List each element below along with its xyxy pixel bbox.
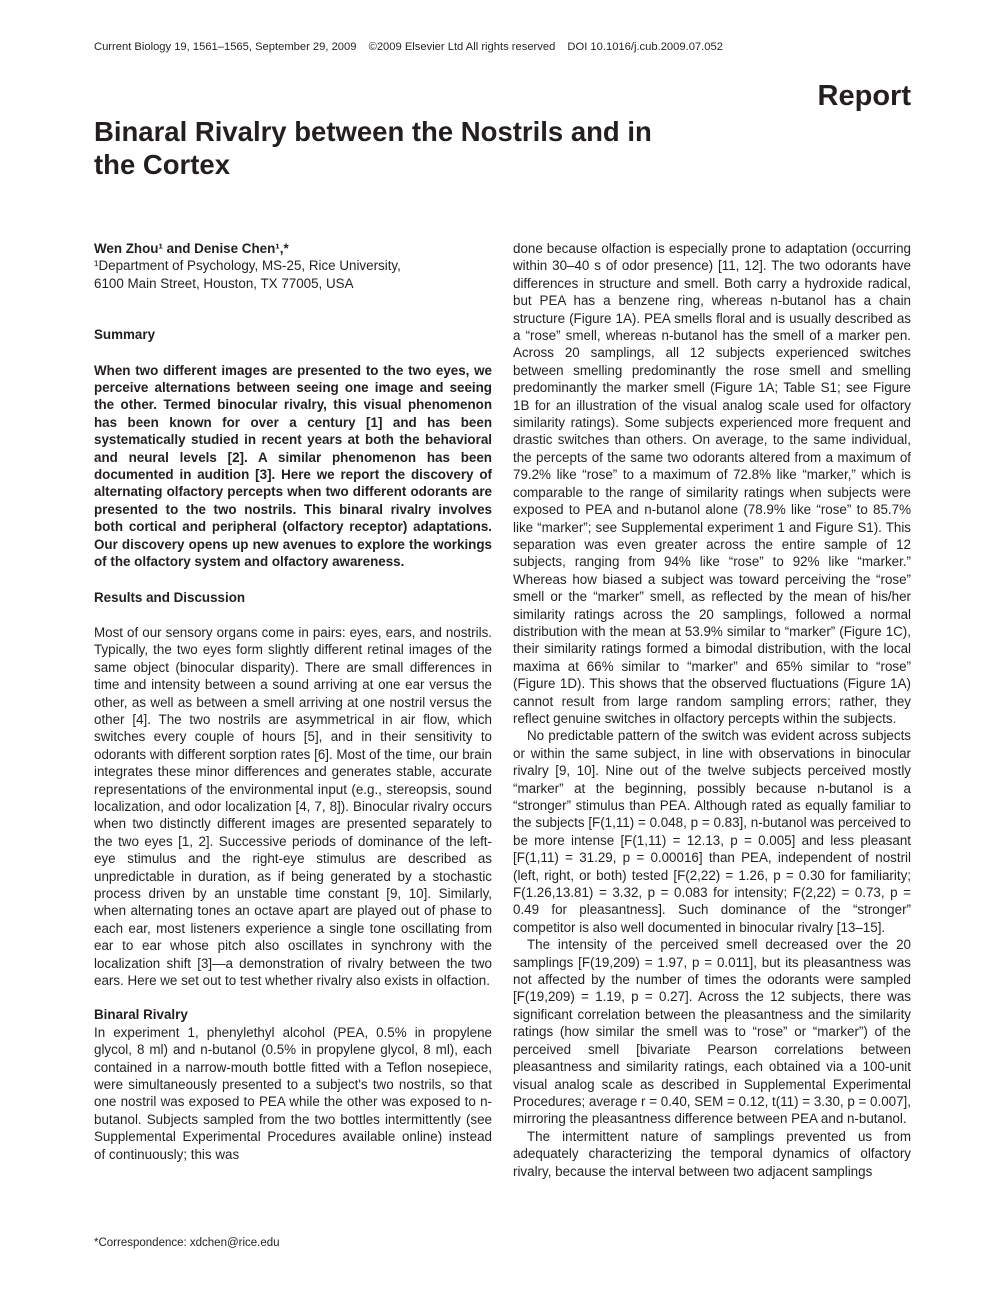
right-column bbox=[513, 240, 911, 1180]
section-heading-binaral: Binaral Rivalry bbox=[94, 1007, 188, 1023]
section-heading-summary: Summary bbox=[94, 327, 156, 343]
body-paragraph-1: done because olfaction is especially prone to adaptation (occurring within 30–40 s of odor presence) [11, 12]. The two odorants have differences in structure and smell. Both carry a hydroxide radical, but PEA has a benzene ring, whereas n-butanol has a chain structure (Figure 1A). PEA smells floral and is usually described as a “rose” smell, whereas n-butanol has the smell of a marker pen. Across 20 samplings, all 12 subjects experienced switches between smelling predominantly the rose smell and smelling predominantly the marker smell (Figure 1A; Table S1; see Figure 1B for an illustration of the visual analog scale used for olfactory similarity ratings). Some subjects experienced more frequent and drastic switches than others. On average, to the same individual, the percepts of the same two odorants altered from a maximum of 79.2% like “rose” to a maximum of 72.8% like “marker,” which is comparable to the range of similarity ratings when subjects were exposed to PEA and n-butanol alone (78.9% like “rose” to 85.7% like “marker”; see Supplemental experiment 1 and Figure S1). This separation was even greater across the entire sample of 12 subjects, ranging from 94% like “rose” to 92% like “marker.” Whereas how biased a subject was toward perceiving the “rose” smell or the “marker” smell, as reflected by the mean of his/her similarity ratings across the 20 samplings, followed a normal distribution with the mean at 53.9% similar to “marker” (Figure 1C), their similarity ratings formed a bimodal distribution, with the local maxima at 66% similar to “marker” and 65% similar to “rose” (Figure 1D). This shows that the observed fluctuations (Figure 1A) cannot result from large random sampling errors; rather, they reflect genuine switches in olfactory percepts within the subjects. bbox=[513, 241, 911, 726]
section-heading-results: Results and Discussion bbox=[94, 589, 246, 605]
journal-citation: Current Biology 19, 1561–1565, September 29, 2009 bbox=[94, 41, 357, 53]
summary-paragraph: When two different images are presented to the two eyes, we perceive alternations between seeing one image and seeing the other. Termed binocular rivalry, this visual phenomenon has been known for over a century [1] and has been systematically studied in recent years at both the behavioral and neural levels [2]. A similar phenomenon has been documented in audition [3]. Here we report the discovery of alternating olfactory percepts when two different odorants are presented to the two nostrils. This binaral rivalry involves both cortical and peripheral (olfactory receptor) adaptations. Our discovery opens up new avenues to explore the workings of the olfactory system and olfactory awareness. bbox=[94, 362, 492, 570]
article-title: Binaral Rivalry between the Nostrils and in the Cortex bbox=[94, 116, 652, 180]
body-paragraph-2: No predictable pattern of the switch was evident across subjects or within the same subject, in line with observations in binocular rivalry [9, 10]. Nine out of the twelve subjects perceived mostly “marker” at the beginning, possibly because n-butanol is a “stronger” stimulus than PEA. Although rated as equally familiar to the subjects [F(1,11) = 0.048, p = 0.83], n-butanol was perceived to be more intense [F(1,11) = 12.13, p = 0.005] and less pleasant [F(1,11) = 31.29, p = 0.00016] than PEA, independent of nostril (left, right, or both) tested [F(2,22) = 1.26, p = 0.30 for familiarity; F(1.26,13.81) = 3.32, p = 0.083 for intensity; F(2,22) = 0.73, p = 0.49 for pleasantness]. Such dominance of the “stronger” competitor is also well documented in binocular rivalry [13–15]. bbox=[513, 728, 911, 935]
correspondence-footnote: *Correspondence: xdchen@rice.edu bbox=[94, 1237, 280, 1249]
body-paragraph-3: The intensity of the perceived smell decreased over the 20 samplings [F(19,209) = 1.97, p = 0.011], but its pleasantness was not affected by the number of times the odorants were sampled [F(19,209) = 1.19, p = 0.27]. Across the 12 subjects, there was significant correlation between the pleasantness and the similarity ratings (how similar the smell was to “rose” or “marker”) of the perceived smell [bivariate Pearson correlations between pleasantness and similarity ratings, each obtained via a 100-unit visual analog scale as described in Supplemental Experimental Procedures; average r = 0.40, SEM = 0.12, t(11) = 3.30, p = 0.007], mirroring the pleasantness difference between PEA and n-butanol. bbox=[513, 937, 911, 1127]
left-column bbox=[94, 240, 492, 1163]
article-type-label: Report bbox=[817, 80, 911, 112]
binaral-paragraph: In experiment 1, phenylethyl alcohol (PEA, 0.5% in propylene glycol, 8 ml) and n-butanol (0.5% in propylene glycol, 8 ml), each contained in a narrow-mouth bottle fitted with a Teflon nosepiece, were simultaneously presented to a subject's two nostrils, so that one nostril was exposed to PEA while the other was exposed to n-butanol. Subjects sampled from the two bottles intermittently (see Supplemental Experimental Procedures available online) instead of continuously; this was bbox=[94, 1024, 492, 1162]
body-paragraph-4: The intermittent nature of samplings prevented us from adequately characterizing the temporal dynamics of olfactory rivalry, because the interval between two adjacent samplings bbox=[513, 1128, 911, 1179]
copyright: ©2009 Elsevier Ltd All rights reserved bbox=[368, 41, 556, 53]
results-paragraph: Most of our sensory organs come in pairs: eyes, ears, and nostrils. Typically, the two eyes form slightly different retinal images of the same object (binocular disparity). There are small differences in time and intensity between a sound arriving at one ear versus the other, as well as between a smell arriving at one nostril versus the other [4]. The two nostrils are asymmetrical in air flow, which switches every couple of hours [5], and in their sensitivity to odorants with different sorption rates [6]. Most of the time, our brain integrates these minor differences and generates stable, accurate representations of the environmental input (e.g., stereopsis, sound localization, and odor localization [4, 7, 8]). Binocular rivalry occurs when two distinctly different images are presented separately to the two eyes [1, 2]. Successive periods of dominance of the left-eye stimulus and the right-eye stimulus are described as unpredictable in duration, as if being generated by a stochastic process driven by an unstable time constant [9, 10]. Similarly, when alternating tones an octave apart are played out of phase to each ear, most listeners experience a single tone oscillating from ear to ear whose pitch also oscillates in synchrony with the localization shift [3]—a demonstration of rivalry between the two ears. Here we set out to test whether rivalry also exists in olfaction. bbox=[94, 624, 492, 989]
journal-header bbox=[94, 41, 732, 53]
doi[interactable]: DOI 10.1016/j.cub.2009.07.052 bbox=[567, 41, 723, 53]
affiliation-line-2: 6100 Main Street, Houston, TX 77005, USA bbox=[94, 275, 354, 291]
affiliation-line-1: ¹Department of Psychology, MS-25, Rice University, bbox=[94, 258, 401, 274]
authors: Wen Zhou¹ and Denise Chen¹,* bbox=[94, 241, 289, 256]
